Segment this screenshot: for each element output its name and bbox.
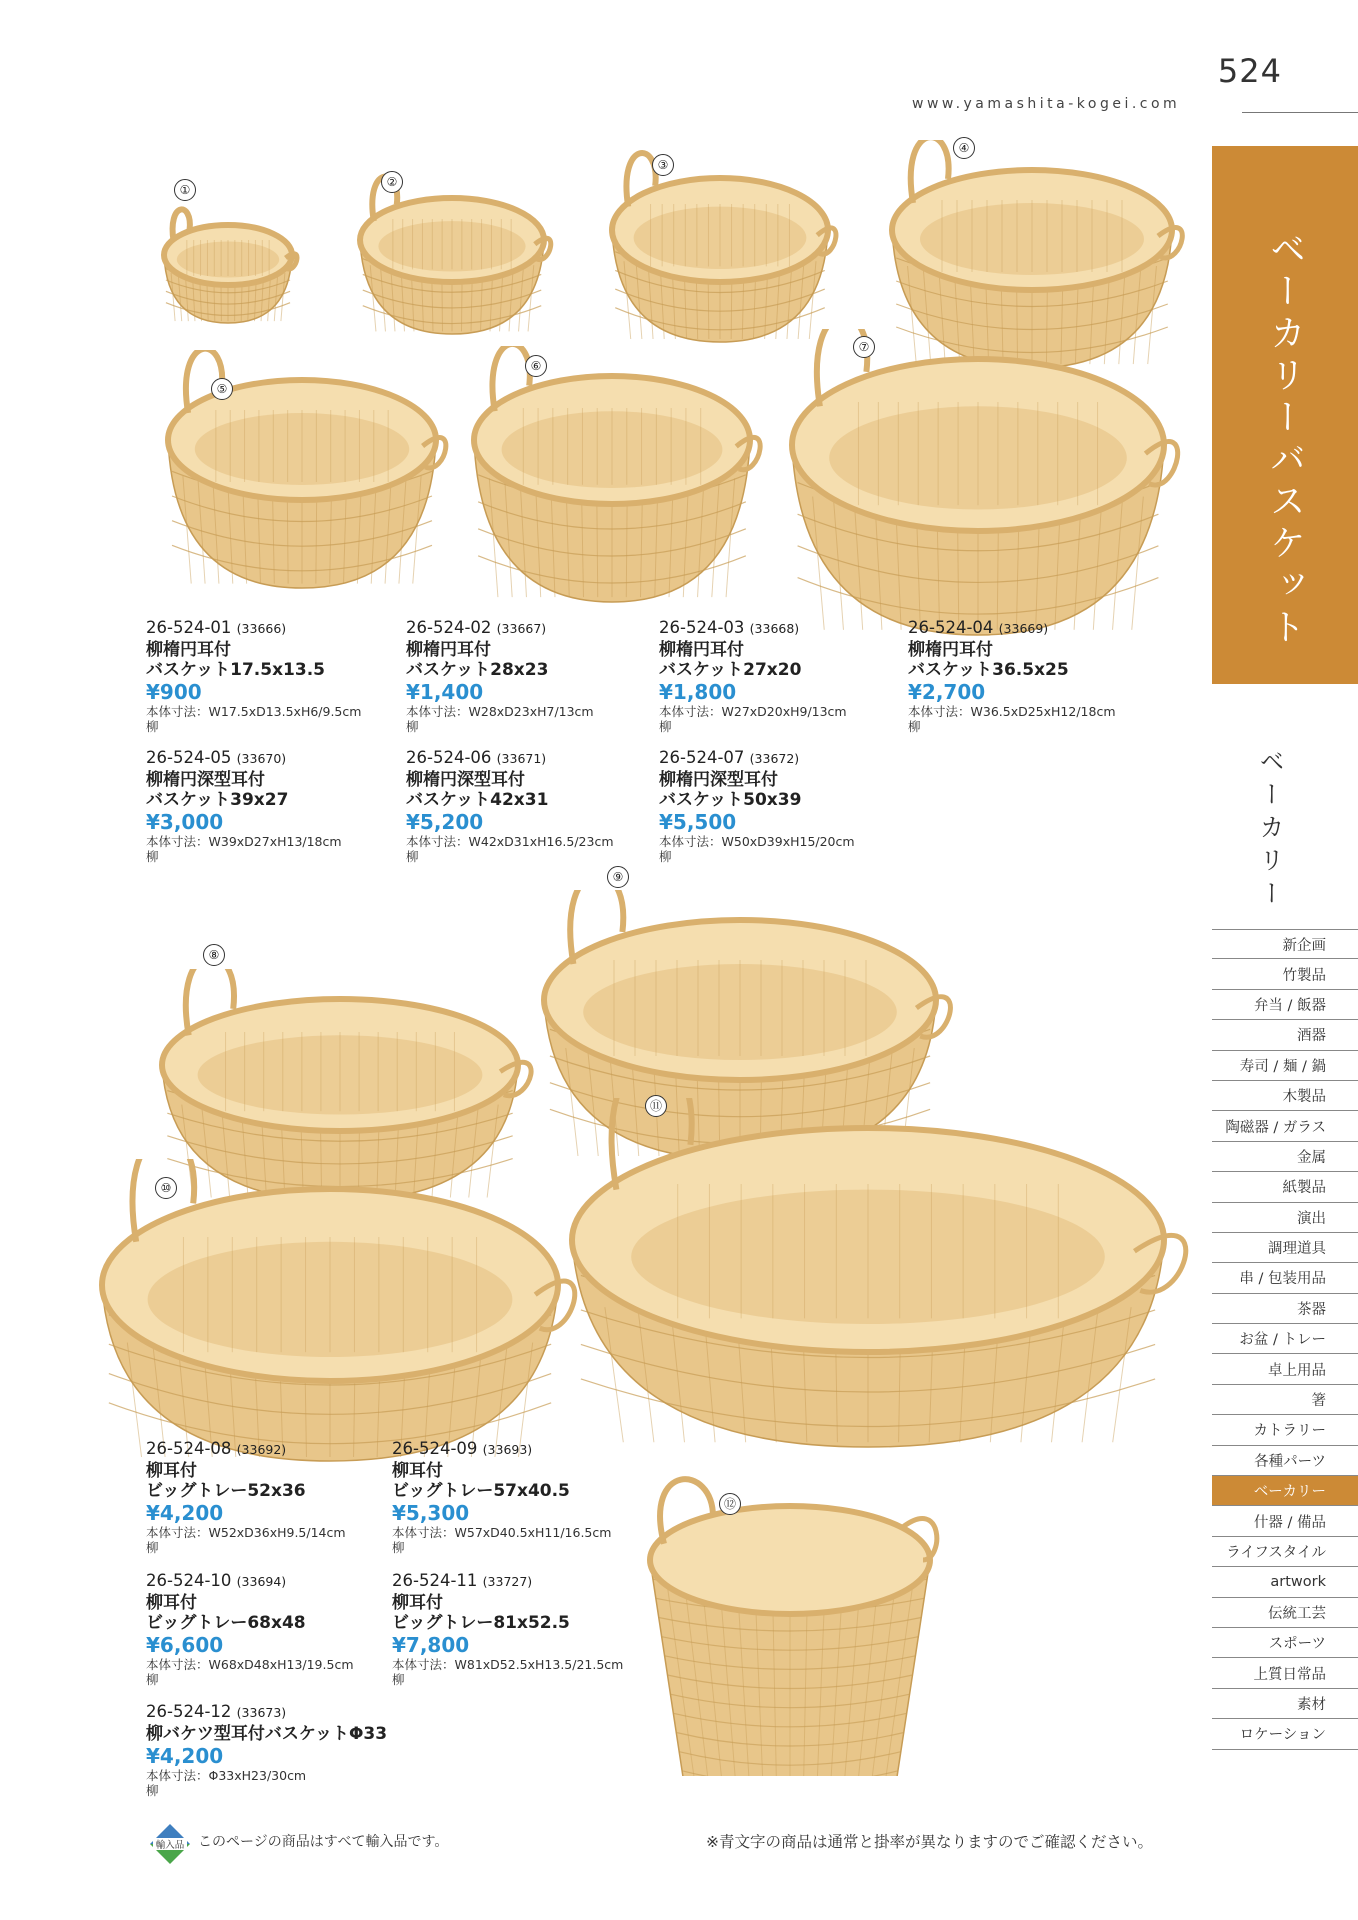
nav-item[interactable]: 木製品 <box>1212 1081 1358 1111</box>
product-code: 26-524-03 (33668) <box>659 618 800 637</box>
product-dimensions: 本体寸法：W27xD20xH9/13cm <box>659 703 847 719</box>
product-name-line2: バスケット27x20 <box>659 659 802 680</box>
product-name-line2: ビッグトレー68x48 <box>146 1612 306 1633</box>
photo-number-label: ⑥ <box>525 355 547 377</box>
product-code: 26-524-04 (33669) <box>908 618 1049 637</box>
nav-item[interactable]: 金属 <box>1212 1142 1358 1172</box>
nav-item[interactable]: 什器 / 備品 <box>1212 1506 1358 1536</box>
product-name-line2: バスケット42x31 <box>406 789 549 810</box>
product-subcode: (33727) <box>482 1574 533 1589</box>
product-entry <box>392 1573 623 1687</box>
photo-number-label: ④ <box>953 137 975 159</box>
nav-item[interactable]: ロケーション <box>1212 1719 1358 1749</box>
product-name-line2: ビッグトレー52x36 <box>146 1480 306 1501</box>
footer-price-note: ※青文字の商品は通常と掛率が異なりますのでご確認ください。 <box>706 1833 1153 1851</box>
product-material: 柳 <box>392 1539 405 1555</box>
product-name-line2: バスケット17.5x13.5 <box>146 659 326 680</box>
product-name: 柳楕円深型耳付 <box>146 769 265 790</box>
product-code: 26-524-11 (33727) <box>392 1571 533 1590</box>
product-code: 26-524-12 (33673) <box>146 1702 287 1721</box>
product-name-line2: バスケット28x23 <box>406 659 549 680</box>
nav-item[interactable]: カトラリー <box>1212 1415 1358 1445</box>
product-code: 26-524-05 (33670) <box>146 748 287 767</box>
product-subcode: (33667) <box>496 621 547 636</box>
product-material: 柳 <box>392 1671 405 1687</box>
photo-number-label: ③ <box>652 154 674 176</box>
site-url[interactable]: www.yamashita-kogei.com <box>912 96 1181 112</box>
basket-photo <box>134 195 322 373</box>
photo-number-label: ⑪ <box>645 1095 667 1117</box>
imported-badge-icon <box>148 1822 192 1866</box>
product-material: 柳 <box>908 718 921 734</box>
product-dimensions: 本体寸法：W42xD31xH16.5/23cm <box>406 833 614 849</box>
nav-item[interactable]: 演出 <box>1212 1203 1358 1233</box>
nav-item[interactable]: お盆 / トレー <box>1212 1324 1358 1354</box>
photo-number-label: ⑦ <box>853 336 875 358</box>
header-rule <box>1242 112 1358 113</box>
product-name: 柳耳付 <box>392 1460 443 1481</box>
product-subcode: (33673) <box>236 1705 287 1720</box>
product-dimensions: 本体寸法：W17.5xD13.5xH6/9.5cm <box>146 703 362 719</box>
nav-item[interactable]: 酒器 <box>1212 1020 1358 1050</box>
nav-item[interactable]: 各種パーツ <box>1212 1446 1358 1476</box>
product-entry <box>146 1573 354 1687</box>
product-dimensions: 本体寸法：W68xD48xH13/19.5cm <box>146 1656 354 1672</box>
product-price: ¥2,700 <box>908 679 986 704</box>
product-subcode: (33669) <box>998 621 1049 636</box>
product-name: 柳楕円深型耳付 <box>659 769 778 790</box>
nav-item[interactable]: ライフスタイル <box>1212 1537 1358 1567</box>
product-price: ¥1,400 <box>406 679 484 704</box>
product-name: 柳バケツ型耳付バスケットΦ33 <box>146 1723 388 1744</box>
product-name: 柳楕円耳付 <box>908 639 993 660</box>
page-number: 524 <box>1217 52 1282 90</box>
photo-number-label: ⑧ <box>203 944 225 966</box>
product-price: ¥900 <box>146 679 202 704</box>
product-name: 柳耳付 <box>392 1592 443 1613</box>
product-material: 柳 <box>146 1539 159 1555</box>
product-price: ¥7,800 <box>392 1632 470 1657</box>
product-material: 柳 <box>406 848 419 864</box>
nav-item[interactable]: ベーカリー <box>1212 1476 1358 1506</box>
product-material: 柳 <box>146 848 159 864</box>
nav-item[interactable]: 調理道具 <box>1212 1233 1358 1263</box>
product-subcode: (33666) <box>236 621 287 636</box>
nav-item[interactable]: 紙製品 <box>1212 1172 1358 1202</box>
basket-photo <box>542 1098 1194 1497</box>
product-entry <box>146 750 342 864</box>
product-subcode: (33692) <box>236 1442 287 1457</box>
product-entry <box>406 620 594 734</box>
product-code: 26-524-09 (33693) <box>392 1439 533 1458</box>
product-name-line2: ビッグトレー57x40.5 <box>392 1480 570 1501</box>
product-entry <box>659 750 855 864</box>
nav-item[interactable]: 伝統工芸 <box>1212 1598 1358 1628</box>
nav-item[interactable]: 寿司 / 麺 / 鍋 <box>1212 1051 1358 1081</box>
product-material: 柳 <box>146 1671 159 1687</box>
nav-item[interactable]: スポーツ <box>1212 1628 1358 1658</box>
product-entry <box>146 620 361 734</box>
nav-item[interactable]: 箸 <box>1212 1385 1358 1415</box>
photo-number-label: ① <box>174 179 196 201</box>
product-name: 柳楕円耳付 <box>406 639 491 660</box>
product-code: 26-524-06 (33671) <box>406 748 547 767</box>
basket-photo <box>444 346 780 652</box>
basket-photo <box>620 1476 960 1776</box>
product-price: ¥1,800 <box>659 679 737 704</box>
product-name: 柳楕円耳付 <box>146 639 231 660</box>
nav-item[interactable]: 弁当 / 飯器 <box>1212 990 1358 1020</box>
photo-number-label: ⑨ <box>607 866 629 888</box>
nav-item[interactable]: 新企画 <box>1212 929 1358 959</box>
product-material: 柳 <box>659 848 672 864</box>
product-dimensions: 本体寸法：W28xD23xH7/13cm <box>406 703 594 719</box>
product-entry <box>659 620 847 734</box>
product-subcode: (33693) <box>482 1442 533 1457</box>
nav-item[interactable]: 陶磁器 / ガラス <box>1212 1111 1358 1141</box>
product-dimensions: 本体寸法：W50xD39xH15/20cm <box>659 833 855 849</box>
product-price: ¥5,500 <box>659 809 737 834</box>
product-entry <box>146 1441 346 1555</box>
product-price: ¥4,200 <box>146 1500 224 1525</box>
nav-item[interactable]: 上質日常品 <box>1212 1658 1358 1688</box>
product-name: 柳耳付 <box>146 1460 197 1481</box>
product-dimensions: 本体寸法：W52xD36xH9.5/14cm <box>146 1524 346 1540</box>
product-entry <box>908 620 1116 734</box>
nav-item[interactable]: 竹製品 <box>1212 959 1358 989</box>
product-price: ¥5,200 <box>406 809 484 834</box>
product-dimensions: 本体寸法：W57xD40.5xH11/16.5cm <box>392 1524 612 1540</box>
product-material: 柳 <box>659 718 672 734</box>
side-nav <box>1212 929 1358 1750</box>
product-entry <box>392 1441 611 1555</box>
product-dimensions: 本体寸法：W36.5xD25xH12/18cm <box>908 703 1116 719</box>
basket-photo <box>138 350 466 638</box>
nav-item[interactable]: 串 / 包装用品 <box>1212 1263 1358 1293</box>
photo-number-label: ⑫ <box>719 1493 741 1515</box>
product-code: 26-524-01 (33666) <box>146 618 287 637</box>
product-name: 柳楕円深型耳付 <box>406 769 525 790</box>
sub-category-title: ベーカリー <box>1256 748 1285 913</box>
product-name-line2: バスケット39x27 <box>146 789 289 810</box>
product-entry <box>146 1704 387 1798</box>
product-name: 柳楕円耳付 <box>659 639 744 660</box>
product-material: 柳 <box>406 718 419 734</box>
product-name-line2: ビッグトレー81x52.5 <box>392 1612 570 1633</box>
category-title: ベーカリーバスケット <box>1264 230 1306 650</box>
product-name: 柳耳付 <box>146 1592 197 1613</box>
nav-item[interactable]: artwork <box>1212 1567 1358 1597</box>
photo-number-label: ② <box>381 171 403 193</box>
product-material: 柳 <box>146 1782 159 1798</box>
product-subcode: (33672) <box>749 751 800 766</box>
footer-import-note: このページの商品はすべて輸入品です。 <box>198 1834 449 1850</box>
imported-badge-label: 輸入品 <box>155 1840 185 1851</box>
product-name-line2: バスケット36.5x25 <box>908 659 1069 680</box>
product-dimensions: 本体寸法：Φ33xH23/30cm <box>146 1767 307 1783</box>
product-code: 26-524-07 (33672) <box>659 748 800 767</box>
product-subcode: (33668) <box>749 621 800 636</box>
product-subcode: (33694) <box>236 1574 287 1589</box>
product-subcode: (33671) <box>496 751 547 766</box>
nav-item[interactable]: 素材 <box>1212 1689 1358 1719</box>
category-band <box>1212 146 1358 684</box>
product-dimensions: 本体寸法：W81xD52.5xH13.5/21.5cm <box>392 1656 624 1672</box>
photo-number-label: ⑩ <box>155 1177 177 1199</box>
product-price: ¥4,200 <box>146 1743 224 1768</box>
product-price: ¥5,300 <box>392 1500 470 1525</box>
product-code: 26-524-08 (33692) <box>146 1439 287 1458</box>
product-code: 26-524-10 (33694) <box>146 1571 287 1590</box>
nav-item[interactable]: 卓上用品 <box>1212 1354 1358 1384</box>
nav-item[interactable]: 茶器 <box>1212 1294 1358 1324</box>
product-price: ¥3,000 <box>146 809 224 834</box>
product-entry <box>406 750 614 864</box>
product-name-line2: バスケット50x39 <box>659 789 802 810</box>
product-material: 柳 <box>146 718 159 734</box>
product-subcode: (33670) <box>236 751 287 766</box>
product-price: ¥6,600 <box>146 1632 224 1657</box>
product-code: 26-524-02 (33667) <box>406 618 547 637</box>
photo-number-label: ⑤ <box>211 378 233 400</box>
product-dimensions: 本体寸法：W39xD27xH13/18cm <box>146 833 342 849</box>
